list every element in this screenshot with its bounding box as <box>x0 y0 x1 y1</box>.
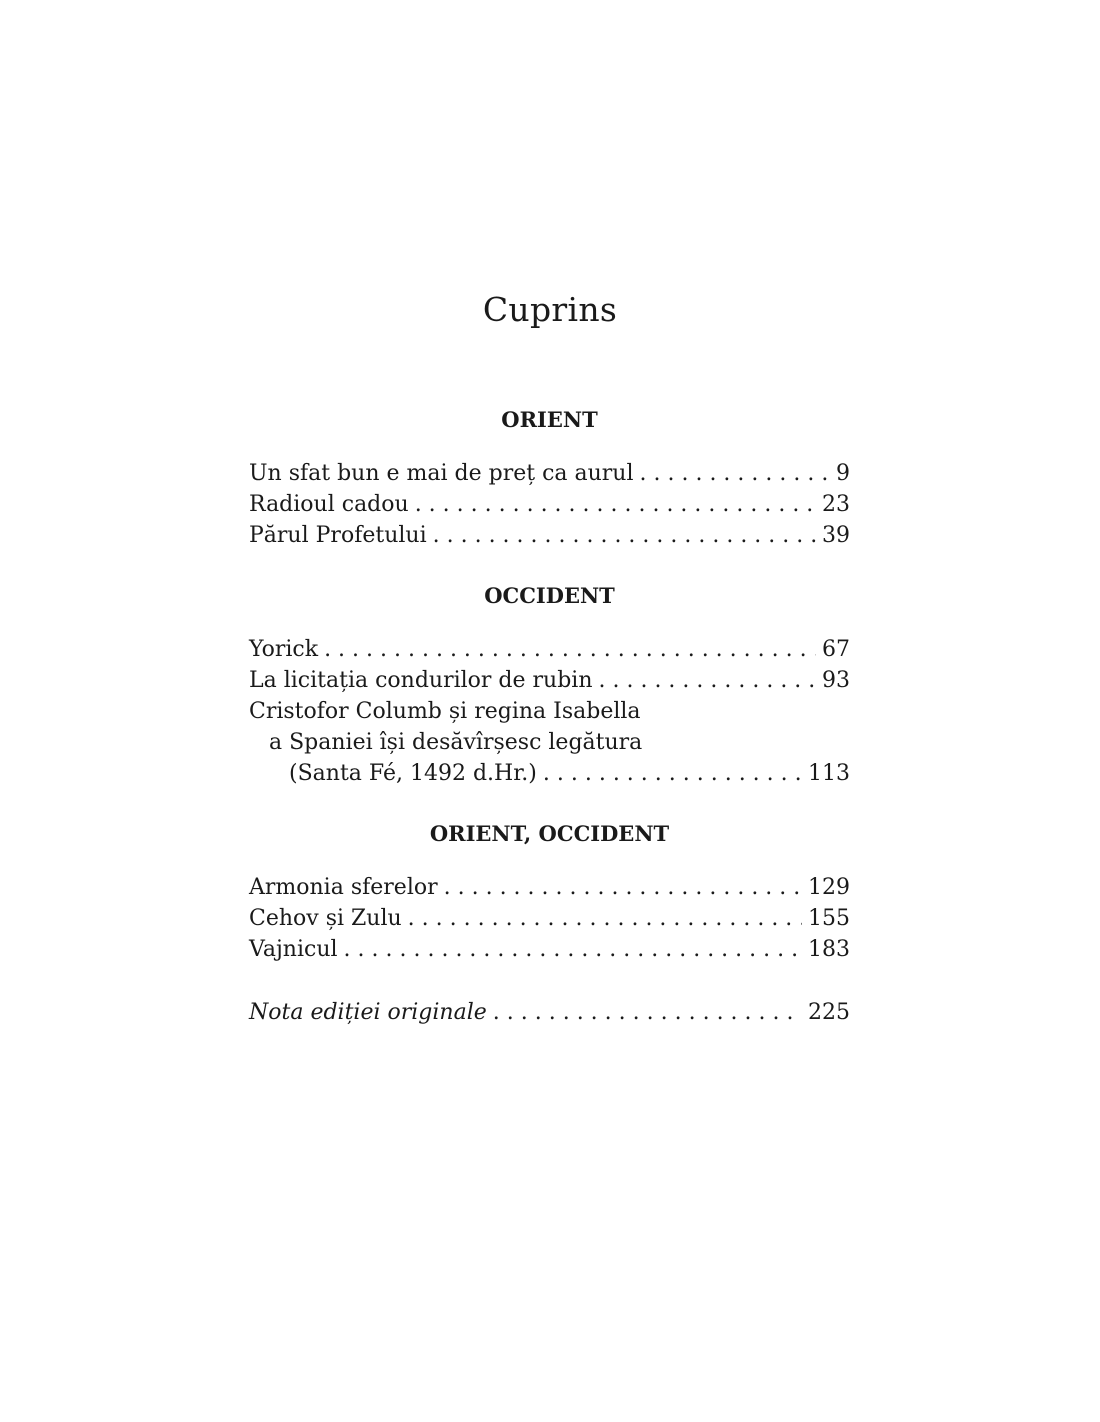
entry-title: Armonia sferelor <box>249 875 438 900</box>
entry-title: La licitația condurilor de rubin <box>249 668 593 693</box>
entry-title: Radioul cadou <box>249 492 409 517</box>
note-entry-list <box>249 997 850 1028</box>
entry-page-number: 23 <box>822 492 850 517</box>
toc-entry[interactable] <box>249 872 850 903</box>
entry-title-continuation: (Santa Fé, 1492 d.Hr.) <box>289 761 537 786</box>
entry-page-number: 9 <box>836 461 850 486</box>
entry-title: Părul Profetului <box>249 523 427 548</box>
entry-page-number: 39 <box>822 523 850 548</box>
entry-page-number: 225 <box>808 1000 850 1025</box>
toc-entry[interactable] <box>249 903 850 934</box>
entry-title-continuation: a Spaniei își desăvîrșesc legătura <box>269 730 643 755</box>
entry-title: Cristofor Columb și regina Isabella <box>249 699 641 724</box>
section-heading-occident: OCCIDENT <box>484 583 615 608</box>
entry-page-number: 129 <box>808 875 850 900</box>
toc-entry[interactable] <box>249 758 850 789</box>
entry-title: Un sfat bun e mai de preț ca aurul <box>249 461 634 486</box>
toc-entry[interactable] <box>249 665 850 696</box>
entry-title: Cehov și Zulu <box>249 906 402 931</box>
dot-leader <box>344 934 802 965</box>
dot-leader <box>433 520 816 551</box>
dot-leader <box>599 665 817 696</box>
dot-leader <box>415 489 816 520</box>
entry-title: Vajnicul <box>249 937 338 962</box>
dot-leader <box>324 634 816 665</box>
entry-title: Yorick <box>249 637 319 662</box>
entry-page-number: 155 <box>808 906 850 931</box>
entry-title: Nota ediției originale <box>249 1000 487 1025</box>
section-heading-orient: ORIENT <box>501 407 598 432</box>
section-entries-occident <box>249 634 850 789</box>
toc-entry[interactable] <box>249 458 850 489</box>
table-of-contents <box>249 400 850 1028</box>
entry-page-number: 67 <box>822 637 850 662</box>
dot-leader <box>493 997 802 1028</box>
toc-entry[interactable] <box>249 634 850 665</box>
section-heading-orient-occident: ORIENT, OCCIDENT <box>429 821 670 846</box>
toc-entry-line[interactable] <box>249 727 850 758</box>
entry-page-number: 113 <box>808 761 850 786</box>
dot-leader <box>640 458 830 489</box>
toc-entry[interactable] <box>249 520 850 551</box>
section-entries-orient <box>249 458 850 551</box>
dot-leader <box>543 758 802 789</box>
toc-entry[interactable] <box>249 934 850 965</box>
toc-entry[interactable] <box>249 489 850 520</box>
entry-page-number: 93 <box>822 668 850 693</box>
dot-leader <box>444 872 802 903</box>
toc-entry-note[interactable] <box>249 997 850 1028</box>
entry-page-number: 183 <box>808 937 850 962</box>
dot-leader <box>408 903 802 934</box>
page-title: Cuprins <box>482 290 618 330</box>
toc-entry-line[interactable] <box>249 696 850 727</box>
section-entries-orient-occident <box>249 872 850 965</box>
